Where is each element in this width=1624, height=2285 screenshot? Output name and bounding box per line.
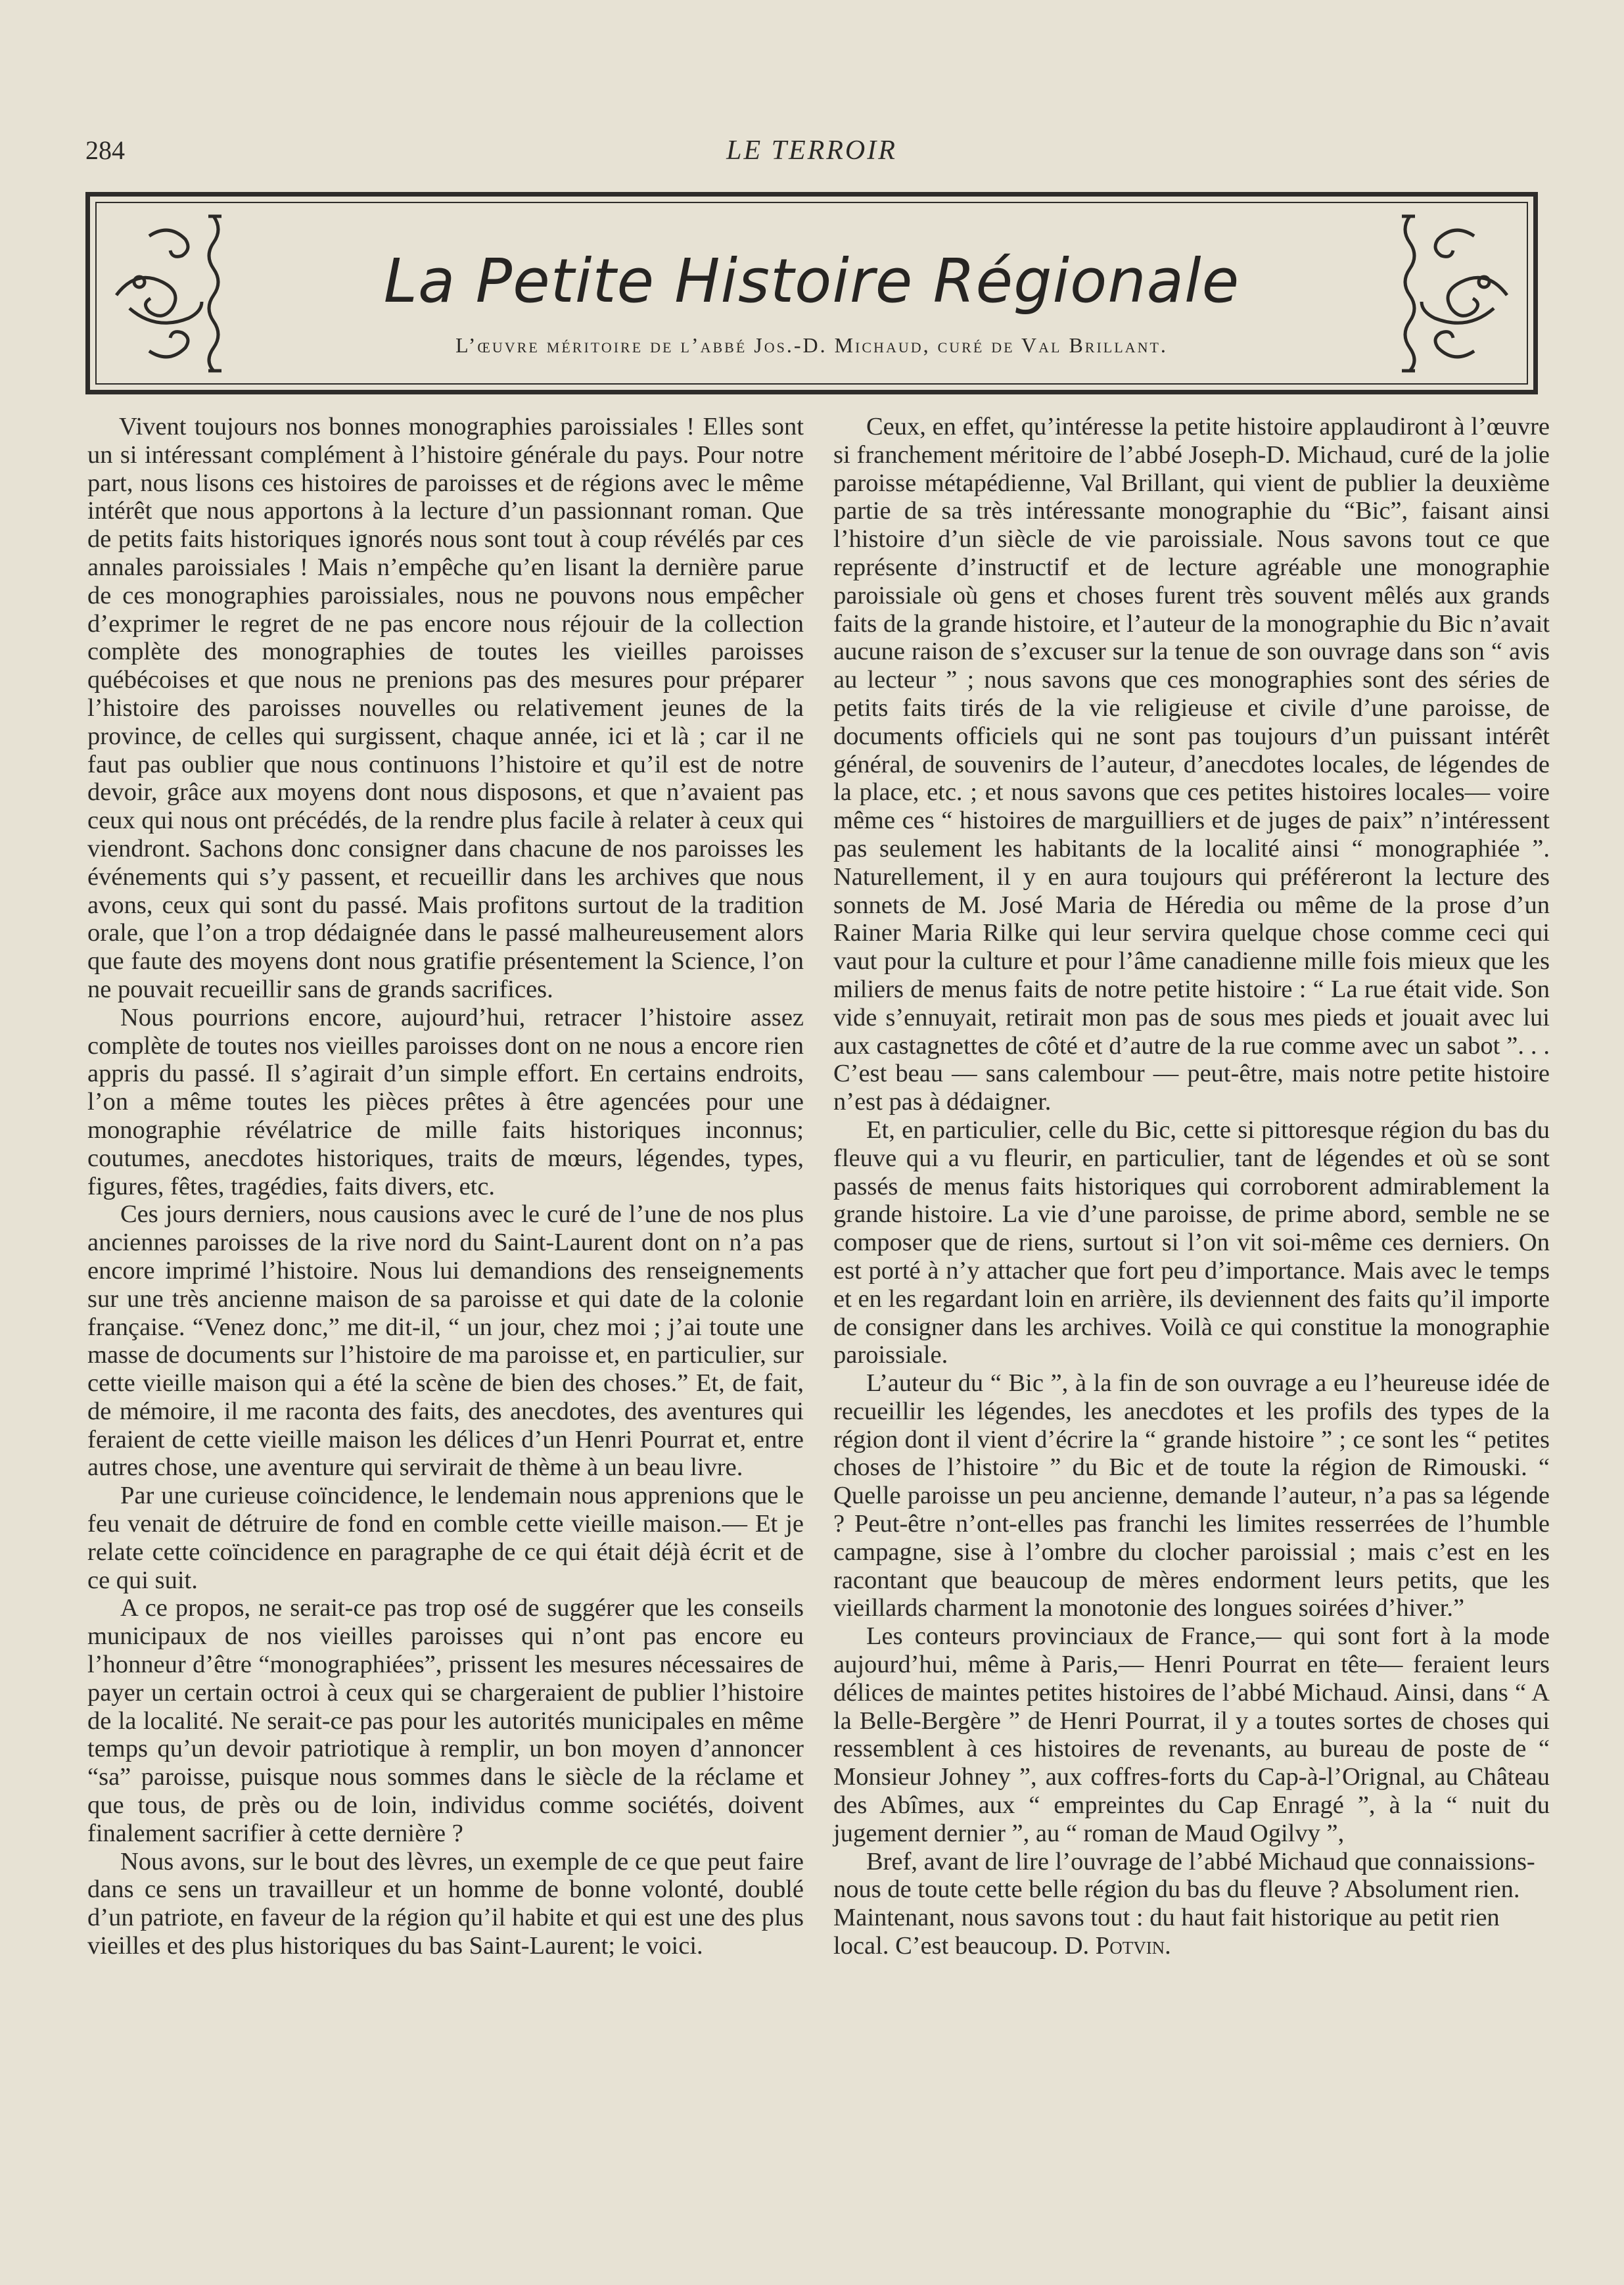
closing-paragraph xyxy=(833,1848,1550,1960)
paragraph: A ce propos, ne serait-ce pas trop osé de suggérer que les conseils municipaux de nos vieilles paroisses qui n’ont pas encore eu l’honneur d’être “monographiées”, prissent les mesures nécessaires de payer un certain octroi à ceux qui se chargeraient de publier l’histoire de la localité. Ne serait-ce pas pour les autorités municipales en même temps qu’un devoir patriotique à remplir, un bon moyen d’annoncer “sa” paroisse, puisque nous sommes dans le siècle de la réclame et que tous, de près ou de loin, individus comme sociétés, doivent finalement sacrifier à cette dernière ? xyxy=(87,1594,804,1847)
paragraph: Par une curieuse coïncidence, le lendemain nous apprenions que le feu venait de détruire de fond en comble cette vieille maison.— Et je relate cette coïncidence en paragraphe de ce qui était déjà écrit et de ce qui suit. xyxy=(87,1482,804,1594)
scroll-ornament-right xyxy=(1382,210,1514,377)
paragraph: Ceux, en effet, qu’intéresse la petite histoire applaudiront à l’œuvre si franchement méritoire de l’abbé Joseph-D. Michaud, curé de la jolie paroisse métapédienne, Val Brillant, qui vient de publier la deuxième partie de sa très intéressante monographie du “Bic”, faisant ainsi l’histoire d’un siècle de vie paroissiale. Nous savons tout ce que représente d’instructif et de lecture agréable une monographie paroissiale où gens et choses furent très souvent mêlés aux grands faits de la grande histoire, et l’auteur de la monographie du Bic n’avait aucune raison de s’excuser sur la tenue de son ouvrage dans son “ avis au lecteur ” ; nous savons que ces monographies sont des séries de petits faits tirés de la vie religieuse et civile d’une paroisse, de documents officiels qui ne sont pas toujours d’un puissant intérêt général, de souvenirs de l’auteur, d’anecdotes locales, de légendes de la place, etc. ; et nous savons que ces petites histoires locales— voire même ces “ histoires de marguilliers et de juges de paix” n’intéressent pas seulement les habitants de la localité ainsi “ monographiée ”. Naturellement, il y en aura toujours qui préféreront la lecture des sonnets de M. José Maria de Héredia ou même de la prose d’un Rainer Maria Rilke qui leur servira quelque chose comme ceci qui vaut pour la culture et pour l’âme canadienne mille fois mieux que les miliers de menus faits de notre petite histoire : “ La rue était vide. Son vide s’ennuyait, retirait mon pas de sous mes pieds et jouait avec lui aux castagnettes de côté et d’autre de la rue comme avec un sabot ”. . . C’est beau — sans calembour — peut-être, mais notre petite histoire n’est pas à dédaigner. xyxy=(833,413,1550,1116)
paragraph: Nous pourrions encore, aujourd’hui, retracer l’histoire assez complète de toutes nos vieilles paroisses dont on ne nous a encore rien appris du passé. Il s’agirait d’un simple effort. En certains endroits, l’on a même toutes les pièces prêtes à être agencées pour une monographie révélatrice de mille faits historiques inconnus; coutumes, anecdotes historiques, traits de mœurs, légendes, types, figures, fêtes, tragédies, faits divers, etc. xyxy=(87,1003,804,1200)
paragraph: Ces jours derniers, nous causions avec le curé de l’une de nos plus anciennes paroisses de la rive nord du Saint-Laurent dont on n’a pas encore imprimé l’histoire. Nous lui demandions des renseignements sur une très ancienne maison de sa paroisse et qui date de la colonie française. “Venez donc,” me dit-il, “ un jour, chez moi ; j’ai toute une masse de documents sur l’histoire de ma paroisse et, en particulier, sur cette vieille maison qui a été la scène de bien des choses.” Et, de fait, de mémoire, il me raconta des faits, des anecdotes, des aventures qui feraient de cette vieille maison les délices d’un Henri Pourrat et, entre autres chose, une aventure qui servirait de thème à un beau livre. xyxy=(87,1200,804,1482)
article-subtitle: L’œuvre méritoire de l’abbé Jos.-D. Michaud, curé de Val Brillant. xyxy=(455,333,1168,357)
paragraph: Vivent toujours nos bonnes monographies paroissiales ! Elles sont un si intéressant complément à l’histoire générale du pays. Pour notre part, nous lisons ces histoires de paroisses et de régions avec le même intérêt que nous apportons à la lecture d’un passionnant roman. Que de petits faits historiques ignorés nous sont tout à coup révélés par ces annales paroissiales ! Mais n’empêche qu’en lisant la dernière parue de ces monographies paroissiales, nous ne pouvons nous empêcher d’exprimer le regret de ne pas encore nous réjouir de la collection complète des monographies de toutes les vieilles paroisses québécoises et que nous ne prenions pas des mesures pour préparer l’histoire des paroisses nouvelles ou relativement jeunes de la province, de celles qui surgissent, chaque année, ici et là ; car il ne faut pas oublier que nous continuons l’histoire et qu’il est de notre devoir, grâce aux moyens dont nous disposons, et que n’avaient pas ceux qui nous ont précédés, de la rendre plus facile à relater à ceux qui viendront. Sachons donc consigner dans chacune de nos paroisses les événements qui s’y passent, et recueillir dans les archives que nous avons, ceux qui sont du passé. Mais profitons surtout de la tradition orale, que l’on a trop dédaignée dans le passé malheureusement alors que faute des moyens dont nous gratifie présentement la Science, l’on ne pouvait recueillir sans de grands sacrifices. xyxy=(87,413,804,1003)
scroll-ornament-left xyxy=(110,210,241,377)
journal-title: LE TERROIR xyxy=(726,135,897,166)
running-head xyxy=(85,135,1538,181)
paragraph: Et, en particulier, celle du Bic, cette si pittoresque région du bas du fleuve qui a vu fleurir, en particulier, tant de légendes et où se sont passés de menus faits historiques qui corroborent admirablement la grande histoire. La vie d’une paroisse, de prime abord, semble ne se composer que de riens, surtout si l’on vit soi-même ces derniers. On est porté à n’y attacher que fort peu d’importance. Mais avec le temps et en les regardant loin en arrière, ils deviennent des faits qu’il importe de consigner dans les archives. Voilà ce qui constitue la monographie paroissiale. xyxy=(833,1116,1550,1369)
article-column-left xyxy=(87,413,804,1960)
paragraph-text: Bref, avant de lire l’ouvrage de l’abbé Michaud que connaissions-nous de toute cette belle région du bas du fleuve ? Absolument rien. Maintenant, nous savons tout : du haut fait historique au petit rien local. C’est beaucoup. xyxy=(833,1847,1535,1960)
paragraph: L’auteur du “ Bic ”, à la fin de son ouvrage a eu l’heureuse idée de recueillir les légendes, les anecdotes et les profils des types de la région dont il vient d’écrire la “ grande histoire ” ; ce sont les “ petites choses de l’histoire ” du Bic et de toute la région de Rimouski. “ Quelle paroisse un peu ancienne, demande l’auteur, n’a pas sa légende ? Peut-être n’ont-elles pas franchi les limites resserrées de l’humble campagne, sise à l’ombre du clocher paroissial ; mais c’est en les racontant que beaucoup de mères endorment leurs petits, que les vieillards charment la monotonie des longues soirées d’hiver.” xyxy=(833,1369,1550,1622)
article-headline: La Petite Histoire Régionale xyxy=(383,246,1240,316)
article-column-right xyxy=(833,413,1550,1960)
title-box xyxy=(85,192,1538,394)
page-number: 284 xyxy=(85,135,125,165)
author-signature: D. Potvin. xyxy=(1064,1932,1171,1960)
paragraph: Nous avons, sur le bout des lèvres, un exemple de ce que peut faire dans ce sens un travailleur et un homme de bonne volonté, doublé d’un patriote, en faveur de la région qu’il habite et qui est une des plus vieilles et des plus historiques du bas Saint-Laurent; le voici. xyxy=(87,1847,804,1960)
paragraph: Les conteurs provinciaux de France,— qui sont fort à la mode aujourd’hui, même à Paris,— Henri Pourrat en tête— feraient leurs délices de maintes petites histoires de l’abbé Michaud. Ainsi, dans “ A la Belle-Bergère ” de Henri Pourrat, il y a toutes sortes de choses qui ressemblent à ces histoires de revenants, au bureau de poste de “ Monsieur Johney ”, aux coffres-forts du Cap-à-l’Orignal, au Château des Abîmes, aux “ empreintes du Cap Enragé ”, à la “ nuit du jugement dernier ”, au “ roman de Maud Ogilvy ”, xyxy=(833,1622,1550,1847)
